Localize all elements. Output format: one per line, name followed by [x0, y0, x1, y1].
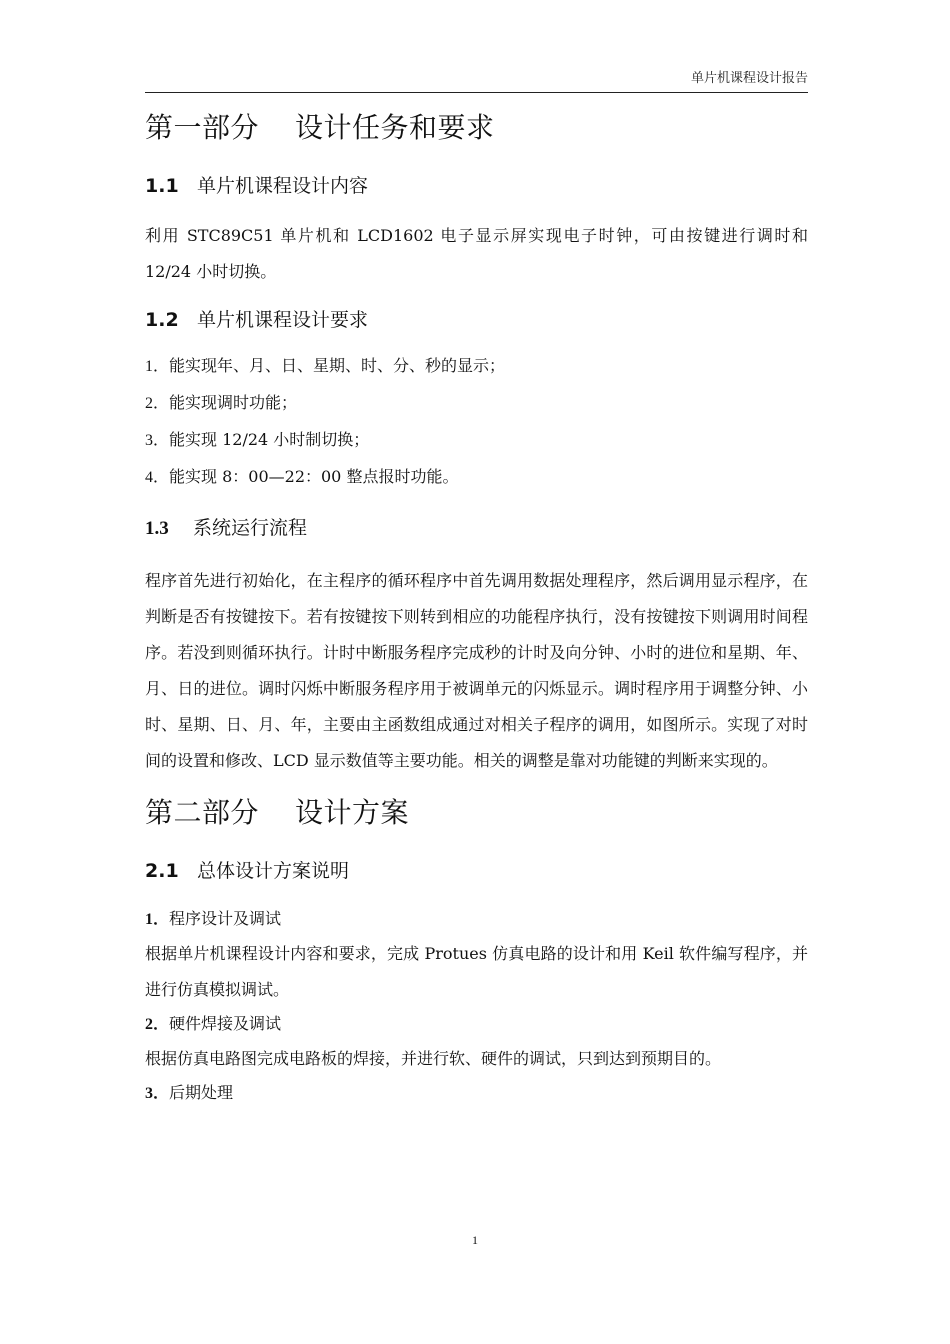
- part1-title: 设计任务和要求: [295, 111, 495, 144]
- section-2-1-number: 2.1: [145, 860, 179, 882]
- part1-number: 第一部分: [145, 111, 260, 144]
- part1-heading: [145, 108, 808, 148]
- section-1-3-title: 系统运行流程: [193, 517, 308, 539]
- list-item: 2．能实现调时功能；: [145, 393, 298, 412]
- section-1-3-number: 1.3: [145, 518, 169, 539]
- section-1-2-heading: [145, 306, 808, 334]
- plan-item-heading: 2．硬件焊接及调试: [145, 1014, 282, 1033]
- header-title: 单片机课程设计报告: [690, 71, 808, 86]
- section-2-1-heading: [145, 857, 808, 885]
- section-2-1-title: 总体设计方案说明: [197, 860, 350, 882]
- list-item: 1．能实现年、月、日、星期、时、分、秒的显示；: [145, 356, 506, 375]
- part2-number: 第二部分: [145, 796, 260, 829]
- part2-heading: [145, 793, 808, 833]
- page-number: 1: [472, 1233, 478, 1247]
- list-item: 4．能实现 8：00—22：00 整点报时功能。: [145, 467, 459, 486]
- part2-title: 设计方案: [295, 796, 410, 829]
- section-1-1-title: 单片机课程设计内容: [197, 175, 369, 197]
- list-item: 3．能实现 12/24 小时制切换；: [145, 430, 370, 449]
- section-1-2-title: 单片机课程设计要求: [197, 309, 369, 331]
- section-1-3-paragraph: 程序首先进行初始化，在主程序的循环程序中首先调用数据处理程序，然后调用显示程序，在判断是否有按键按下。若有按键按下则转到相应的功能程序执行，没有按键按下则调用时间程序。若没到则循环执行。计时中断服务程序完成秒的计时及向分钟、小时的进位和星期、年、月、日的进位。调时闪烁中断服务程序用于被调单元的闪烁显示。调时程序用于调整分钟、小时、星期、日、月、年，主要由主函数组成通过对相关子程序的调用，如图所示。实现了对时间的设置和修改、LCD 显示数值等主要功能。相关的调整是靠对功能键的判断来实现的。: [145, 571, 808, 770]
- section-1-3-heading: [145, 514, 808, 543]
- plan-item-heading: 1．程序设计及调试: [145, 909, 282, 928]
- section-1-1-paragraph: 利用 STC89C51 单片机和 LCD1602 电子显示屏实现电子时钟，可由按键进行调时和 12/24 小时切换。: [145, 226, 808, 281]
- page-header: [145, 70, 808, 93]
- page-content: [145, 108, 808, 1110]
- plan-item-paragraph: 根据单片机课程设计内容和要求，完成 Protues 仿真电路的设计和用 Keil 软件编写程序，并进行仿真模拟调试。: [145, 944, 808, 999]
- plan-item-paragraph: 根据仿真电路图完成电路板的焊接，并进行软、硬件的调试，只到达到预期目的。: [145, 1049, 722, 1068]
- section-1-1-heading: [145, 172, 808, 200]
- section-1-2-number: 1.2: [145, 309, 179, 331]
- requirements-list: [145, 348, 808, 496]
- plan-item-heading: 3．后期处理: [145, 1083, 234, 1102]
- section-1-1-number: 1.1: [145, 175, 179, 197]
- plan-list: [145, 903, 808, 1110]
